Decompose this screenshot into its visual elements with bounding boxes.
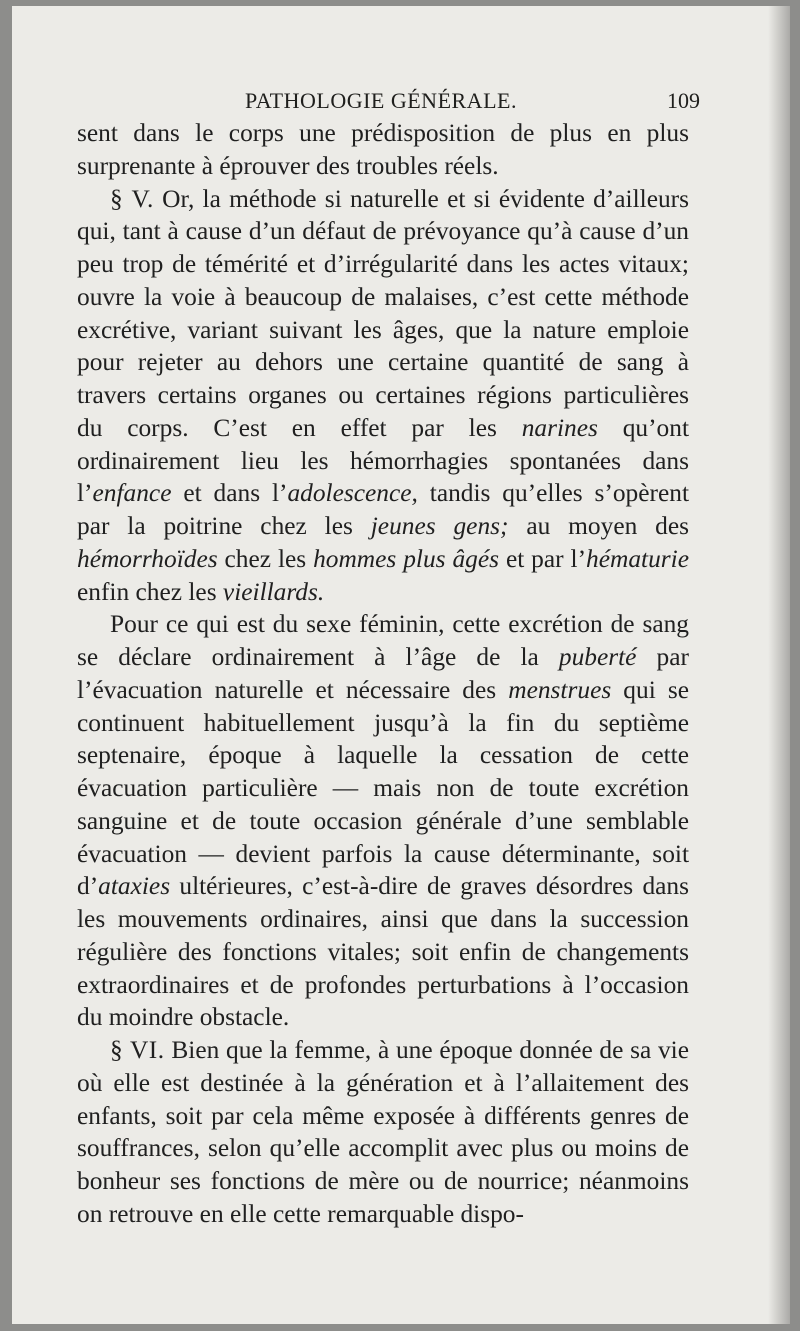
text-run: au moyen des bbox=[508, 512, 689, 540]
italic-term: adolescence, bbox=[287, 479, 418, 508]
italic-term: narines bbox=[521, 413, 598, 442]
paragraph-section-6 bbox=[77, 1034, 689, 1231]
text-run: tandis qu’elles s’opèrent par la poitrine chez les bbox=[77, 479, 689, 540]
text-run: qui se continuent habituellement jusqu’à la fin du septième septenaire, époque à laquelle la cessation de cette évacuation particulière — mais non de toute excrétion sanguine et de toute occasion générale d’une semblable évacuation — devient parfois la cause déterminante, soit d’ bbox=[77, 675, 689, 901]
text-run: qu’ont ordinairement lieu les hémorrhagies spontanées dans l’ bbox=[77, 413, 689, 508]
text-run: ultérieures, c’est-à-dire de graves désordres dans les mouvements ordinaires, ainsi que dans la succession régulière des fonctions vitales; soit enfin de changements extraordinaires et de profondes perturbations à l’occasion du moindre obstacle. bbox=[77, 872, 689, 1032]
paragraph-continued: sent dans le corps une prédisposition de plus en plus surprenante à éprouver des troubles réels. bbox=[77, 119, 689, 180]
italic-term: puberté bbox=[558, 643, 637, 671]
text-run: et par l’ bbox=[499, 544, 587, 573]
running-title: PATHOLOGIE GÉNÉRALE. bbox=[245, 88, 517, 113]
text-run: Pour ce qui est du sexe féminin, cette excrétion de sang se déclare ordinairement à l’âge de la bbox=[77, 610, 689, 671]
text-run: Or, la méthode si naturelle et si évidente d’ailleurs qui, tant à cause d’un défaut de prévoyance qu’à cause d’un peu trop de témérité et d’irrégularité dans les actes vitaux; ouvre la voie à beaucoup de malaises, c’est cette méthode excrétive, variant suivant les âges, que la nature emploie pour rejeter au dehors une certaine quantité de sang à travers certains organes ou certaines régions particulières du corps. C’est en effet par les bbox=[77, 184, 689, 442]
italic-term: hommes plus âgés bbox=[313, 544, 500, 573]
section-mark: § V. bbox=[110, 184, 154, 213]
italic-term: hémorrhoïdes bbox=[77, 544, 218, 573]
text-run: enfin chez les bbox=[77, 577, 223, 606]
text-run: et dans l’ bbox=[171, 479, 288, 508]
paragraph-section-5 bbox=[77, 183, 689, 609]
italic-term: enfance bbox=[92, 479, 172, 508]
italic-term: vieillards. bbox=[222, 577, 325, 606]
section-mark: § VI. bbox=[110, 1036, 165, 1064]
italic-term: jeunes gens; bbox=[370, 512, 509, 540]
italic-term: menstrues bbox=[508, 675, 612, 704]
text-run: par l’évacuation naturelle et nécessaire des bbox=[77, 643, 689, 704]
page-number: 109 bbox=[667, 88, 700, 113]
paragraph-feminine bbox=[77, 608, 689, 1034]
italic-term: hématurie bbox=[586, 544, 689, 573]
text-run: Bien que la femme, à une époque donnée de sa vie où elle est destinée à la génération et à l’allaitement des enfants, soit par cela même exposée à différents genres de souffrances, selon qu’elle accomplit avec plus ou moins de bonheur ses fonctions de mère ou de nourrice; néanmoins on retrouve en elle cette remarquable dispo- bbox=[77, 1036, 690, 1228]
body-text bbox=[77, 117, 689, 1231]
italic-term: ataxies bbox=[98, 872, 171, 901]
text-run: chez les bbox=[217, 544, 314, 573]
